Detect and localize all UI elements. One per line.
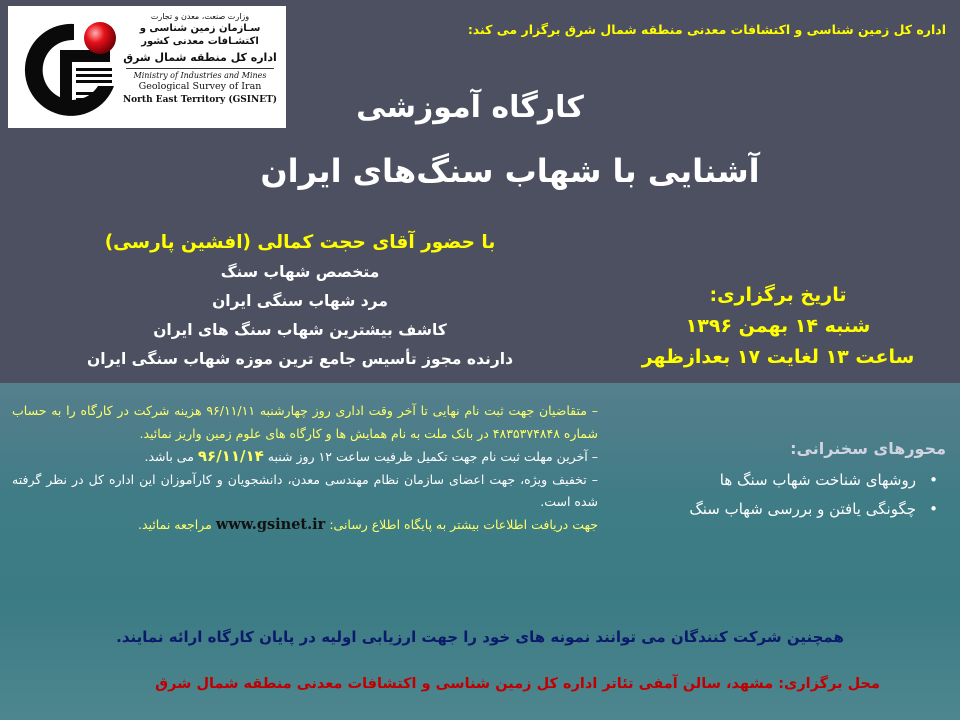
info-suffix: مراجعه نمائید. [138, 516, 212, 532]
date-time: ساعت ۱۳ لغایت ۱۷ بعدازظهر [641, 346, 915, 368]
date-day: شنبه ۱۴ بهمن ۱۳۹۶ [685, 315, 871, 337]
speaker-credential: مرد شهاب سنگی ایران [212, 292, 388, 310]
speaker-block [20, 228, 580, 374]
payment-note: – متقاضیان جهت ثبت نام نهایی تا آخر وقت اداری روز چهارشنبه ۹۶/۱۱/۱۱ هزینه شرکت در کارگاه را به حساب شماره ۴۸۳۵۳۷۴۸۴۸ در بانک ملت به نام همایش ها و کارگاه های علوم زمین واریز نمائید. [12, 403, 598, 441]
speaker-credential: دارنده مجوز تأسیس جامع ترین موزه شهاب سنگی ایران [86, 350, 514, 368]
speaker-name: با حضور آقای حجت کمالی (افشین پارسی) [104, 232, 496, 253]
deadline-note [12, 445, 598, 469]
speaker-credential: کاشف بیشترین شهاب سنگ های ایران [153, 321, 447, 339]
participants-note: همچنین شرکت کنندگان می توانند نمونه های خود را جهت ارزیابی اولیه در پایان کارگاه ارائه نمایند. [116, 628, 844, 646]
logo-region-fa: اداره کل منطقه شمال شرق [123, 51, 277, 64]
gsinet-logo [8, 6, 286, 128]
topic-text: چگونگی یافتن و بررسی شهاب سنگ [689, 500, 916, 518]
topics-block [612, 436, 946, 524]
bullet-icon: • [929, 500, 938, 518]
logo-divider [126, 68, 274, 69]
info-text: جهت دریافت اطلاعات بیشتر به پایگاه اطلاع رسانی: [329, 516, 598, 532]
website-link[interactable]: www.gsinet.ir [215, 515, 326, 533]
logo-ministry-en: Ministry of Industries and Mines [133, 71, 267, 80]
venue-line: محل برگزاری: مشهد، سالن آمفی تئاتر اداره کل زمین شناسی و اکتشافات معدنی منطقه شمال شرق [155, 676, 880, 692]
logo-org-en: Geological Survey of Iran [138, 81, 262, 92]
info-note [12, 514, 598, 537]
topics-heading: محورهای سخنرانی: [790, 439, 946, 458]
workshop-subtitle: آشنایی با شهاب سنگ‌های ایران [260, 152, 760, 190]
workshop-title: کارگاه آموزشی [356, 90, 584, 125]
registration-details [12, 400, 598, 536]
gsi-emblem-icon [14, 12, 122, 124]
bullet-icon: • [929, 471, 938, 489]
speaker-credential: متخصص شهاب سنگ [220, 263, 380, 281]
list-item [612, 495, 938, 524]
date-label: تاریخ برگزاری: [709, 284, 847, 306]
logo-org-fa-2: اکتشـافات معدنی کشور [141, 36, 259, 47]
organizer-line: اداره کل زمین شناسی و اکتشافات معدنی منطقه شمال شرق برگزار می کند: [467, 22, 946, 37]
topic-text: روشهای شناخت شهاب سنگ ها [719, 471, 916, 489]
deadline-date: ۹۶/۱۱/۱۴ [197, 447, 264, 465]
date-block [628, 280, 928, 373]
list-item [612, 466, 938, 495]
deadline-text: – آخرین مهلت ثبت نام جهت تکمیل ظرفیت ساعت ۱۲ روز شنبه [267, 449, 598, 464]
logo-region-en: North East Territory (GSINET) [122, 95, 278, 105]
deadline-suffix: می باشد. [144, 449, 194, 464]
discount-note: – تخفیف ویژه، جهت اعضای سازمان نظام مهندسی معدن، دانشجویان و کارآموزان این اداره کل در نظر گرفته شده است. [12, 471, 598, 509]
logo-text-block [120, 12, 280, 107]
topics-list [612, 466, 946, 524]
logo-org-fa-1: سـازمان زمین شناسی و [139, 23, 261, 34]
logo-ministry-fa: وزارت صنعت، معدن و تجارت [150, 12, 250, 21]
